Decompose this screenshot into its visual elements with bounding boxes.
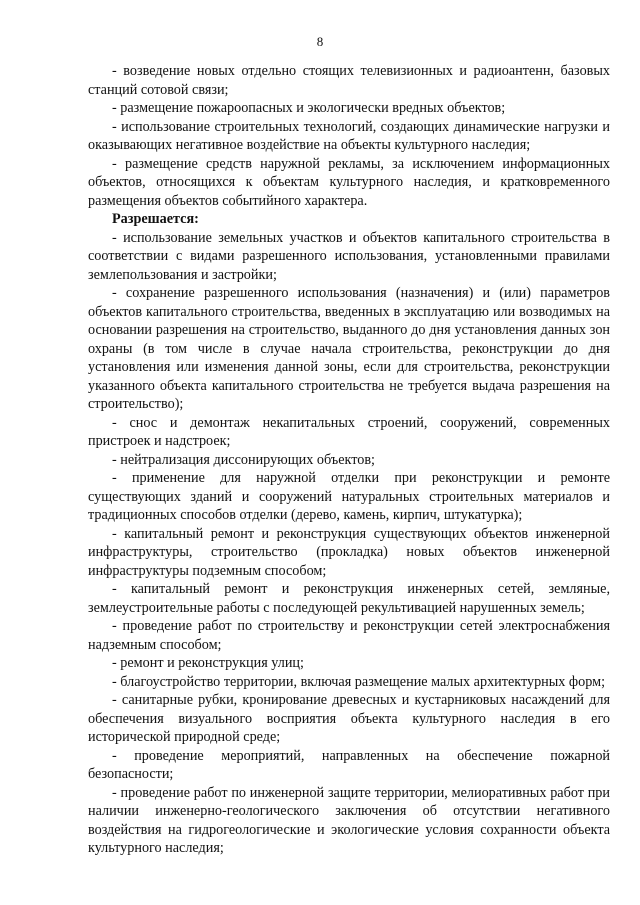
list-item: - капитальный ремонт и реконструкция инженерных сетей, земляные, землеустроительные работы с последующей рекультивацией нарушенных земель;: [88, 581, 610, 616]
list-item: - ремонт и реконструкция улиц;: [112, 655, 304, 671]
list-item: - использование строительных технологий, создающих динамические нагрузки и оказывающих негативное воздействие на объекты культурного наследия;: [88, 118, 610, 153]
list-item: - применение для наружной отделки при реконструкции и ремонте существующих зданий и сооружений натуральных строительных материалов и традиционных способов отделки (дерево, камень, кирпич, штукатурка);: [88, 470, 610, 523]
prohibited-list: [88, 62, 610, 210]
list-item: - нейтрализация диссонирующих объектов;: [112, 451, 375, 468]
list-item: - размещение пожароопасных и экологически вредных объектов;: [112, 100, 506, 116]
list-item: - снос и демонтаж некапитальных строений, сооружений, современных пристроек и надстроек;: [88, 414, 610, 449]
list-item: - размещение средств наружной рекламы, за исключением информационных объектов, относящихся к объектам культурного наследия, и кратковременного размещения объектов событийного характера.: [88, 155, 610, 209]
list-item: - возведение новых отдельно стоящих телевизионных и радиоантенн, базовых станций сотовой связи;: [88, 63, 610, 98]
allowed-heading: Разрешается:: [112, 211, 199, 227]
list-item: - использование земельных участков и объектов капитального строительства в соответствии с видами разрешенного использования, установленными правилами землепользования и застройки;: [88, 229, 610, 283]
page-number: 8: [316, 34, 324, 49]
document-body: [88, 62, 610, 858]
list-item: - капитальный ремонт и реконструкция существующих объектов инженерной инфраструктуры, строительство (прокладка) новых объектов инженерной инфраструктуры подземным способом;: [88, 525, 610, 579]
list-item: - проведение работ по строительству и реконструкции сетей электроснабжения надземным способом;: [88, 618, 610, 653]
list-item: - сохранение разрешенного использования (назначения) и (или) параметров объектов капитального строительства, введенных в эксплуатацию или возводимых на основании разрешения на строительство, выданного до дня установления данных зон охраны (в том числе в случае начала строительства, реконструкции до дня установления или изменения данной зоны, если для строительства, реконструкции указанного объекта капитального строительства не требуется выдача разрешения на строительство);: [88, 285, 610, 412]
allowed-list: [88, 229, 610, 858]
list-item: - проведение работ по инженерной защите территории, мелиоративных работ при наличии инженерно-геологического заключения об отсутствии негативного воздействия на гидрогеологические и экологические условия сохранности объекта культурного наследия;: [88, 784, 610, 856]
list-item: - проведение мероприятий, направленных на обеспечение пожарной безопасности;: [88, 747, 610, 782]
list-item: - благоустройство территории, включая размещение малых архитектурных форм;: [112, 673, 606, 690]
list-item: - санитарные рубки, кронирование древесных и кустарниковых насаждений для обеспечения визуального восприятия объекта культурного наследия в его исторической природной среде;: [88, 692, 610, 745]
